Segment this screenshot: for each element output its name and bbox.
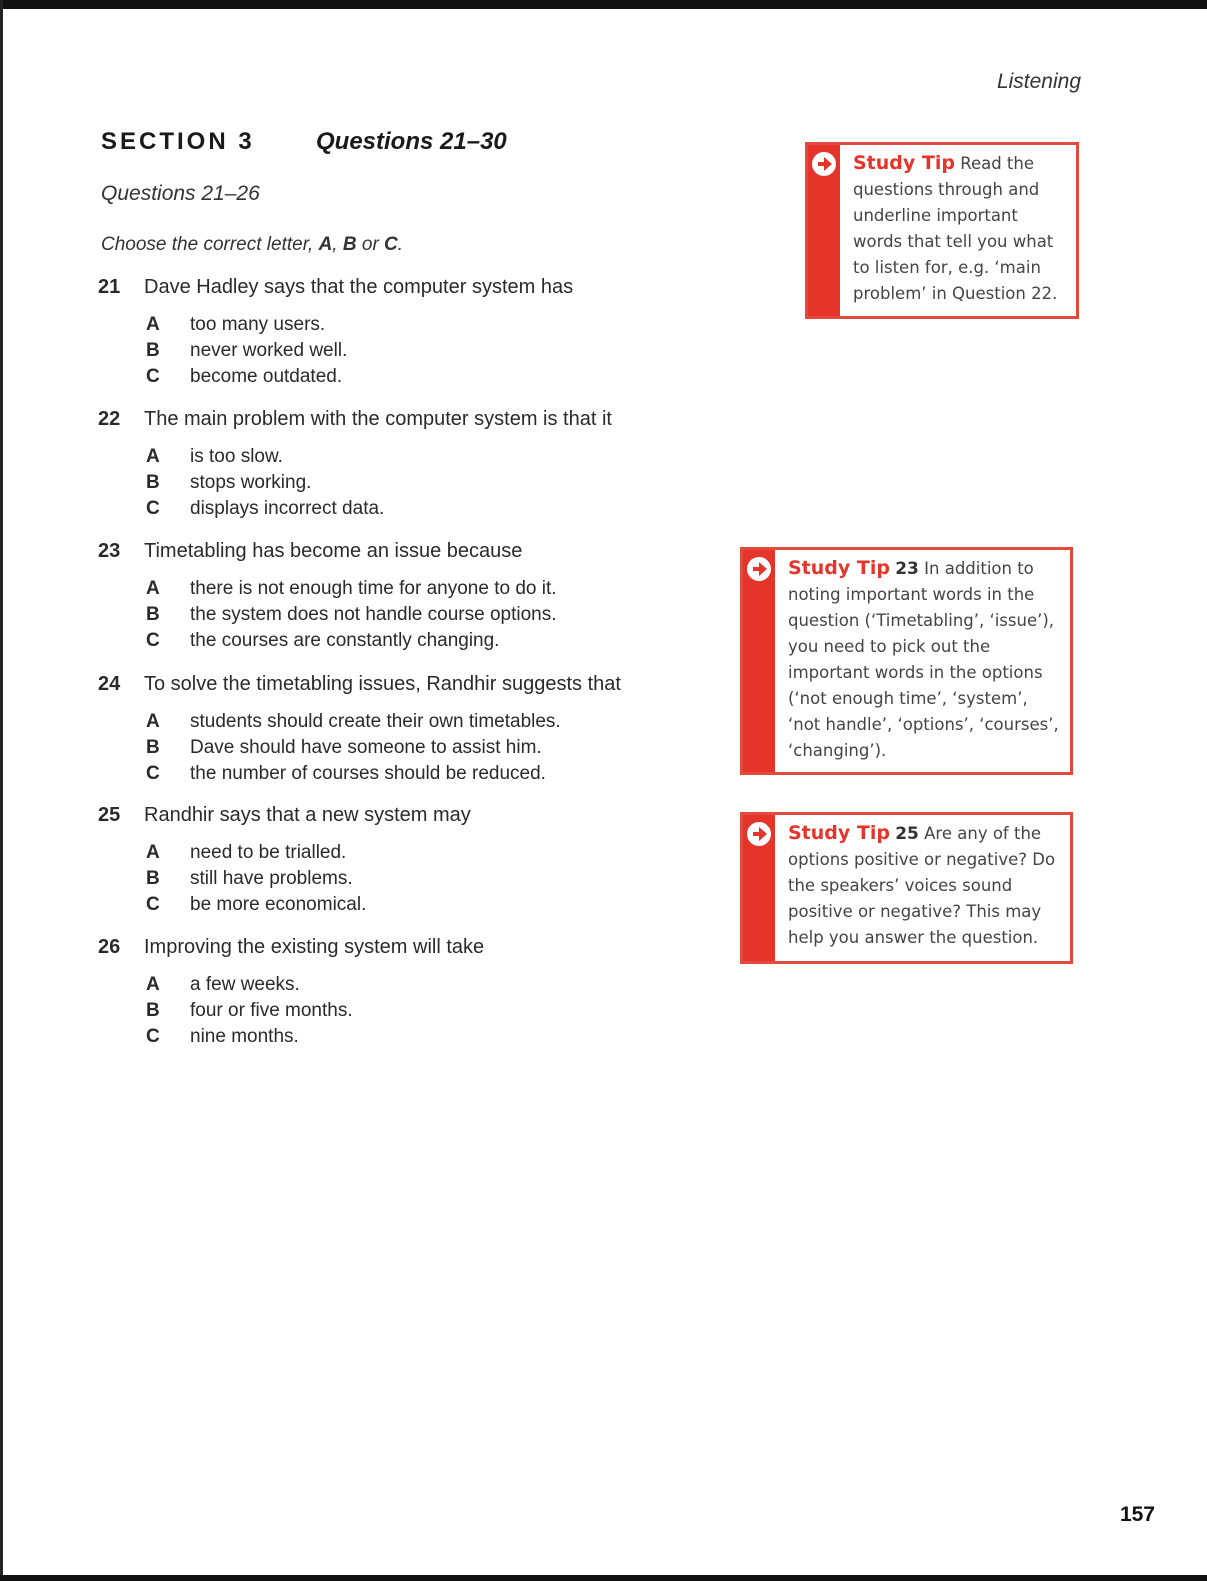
study-tip-text: Study Tip 23 In addition to noting important words in the question (‘Timetabling’, ‘issue’), you need to pick out the important words in the options (‘not enough time’, ‘system’, ‘not handle’, ‘options’, ‘courses’, ‘changing’). [788,557,1059,760]
question-26 [98,936,738,1050]
section-title: SECTION 3 [101,128,255,155]
option-b[interactable]: B the system does not handle course options. [146,604,557,625]
question-25 [98,804,738,918]
question-text: Timetabling has become an issue because [144,540,523,562]
bottom-edge [0,1575,1207,1581]
question-text: Dave Hadley says that the computer system has [144,276,574,298]
option-c[interactable]: C be more economical. [146,894,367,915]
running-header: Listening [996,70,1081,93]
option-b[interactable]: B never worked well. [146,340,348,361]
section-range: Questions 21–30 [316,128,507,155]
option-a[interactable]: A need to be trialled. [146,842,347,863]
question-text: To solve the timetabling issues, Randhir suggests that [144,673,621,695]
question-24 [98,673,738,787]
option-b[interactable]: B four or five months. [146,1000,353,1021]
question-number: 23 [98,540,121,562]
study-tip-box [740,812,1073,964]
study-tip-text: Study Tip 25 Are any of the options positive or negative? Do the speakers’ voices sound positive or negative? This may help you answer the question. [788,822,1056,947]
arrow-right-icon [811,151,837,177]
section-heading [101,128,507,156]
page-number: 157 [1119,1503,1155,1526]
study-tip-box [805,142,1079,319]
question-number: 25 [98,804,121,826]
option-c[interactable]: C the courses are constantly changing. [146,630,500,651]
study-tip-text: Study Tip Read the questions through and underline important words that tell you what to listen for, e.g. ‘main problem’ in Question 22. [853,152,1058,303]
question-text: Improving the existing system will take [144,936,485,958]
option-c[interactable]: C nine months. [146,1026,299,1047]
arrow-right-icon [746,821,772,847]
option-b[interactable]: B Dave should have someone to assist him. [146,737,542,758]
option-a[interactable]: A a few weeks. [146,974,300,995]
question-number: 22 [98,408,121,430]
question-number: 21 [98,276,121,298]
option-c[interactable]: C become outdated. [146,366,343,387]
instruction: Choose the correct letter, A, B or C. [101,234,404,255]
study-tip-box [740,547,1073,775]
question-number: 24 [98,673,121,695]
option-b[interactable]: B still have problems. [146,868,353,889]
question-22 [98,408,738,522]
arrow-right-icon [746,556,772,582]
left-edge [0,0,3,1581]
question-21 [98,276,738,390]
option-a[interactable]: A is too slow. [146,446,283,467]
subsection-range: Questions 21–26 [101,182,260,205]
option-c[interactable]: C the number of courses should be reduced. [146,763,546,784]
option-a[interactable]: A students should create their own timetables. [146,711,561,732]
option-b[interactable]: B stops working. [146,472,312,493]
question-23 [98,540,738,654]
question-text: Randhir says that a new system may [144,804,471,826]
option-c[interactable]: C displays incorrect data. [146,498,385,519]
top-edge [0,0,1207,9]
question-number: 26 [98,936,121,958]
option-a[interactable]: A there is not enough time for anyone to do it. [146,578,557,599]
option-a[interactable]: A too many users. [146,314,326,335]
question-text: The main problem with the computer system is that it [144,408,612,430]
